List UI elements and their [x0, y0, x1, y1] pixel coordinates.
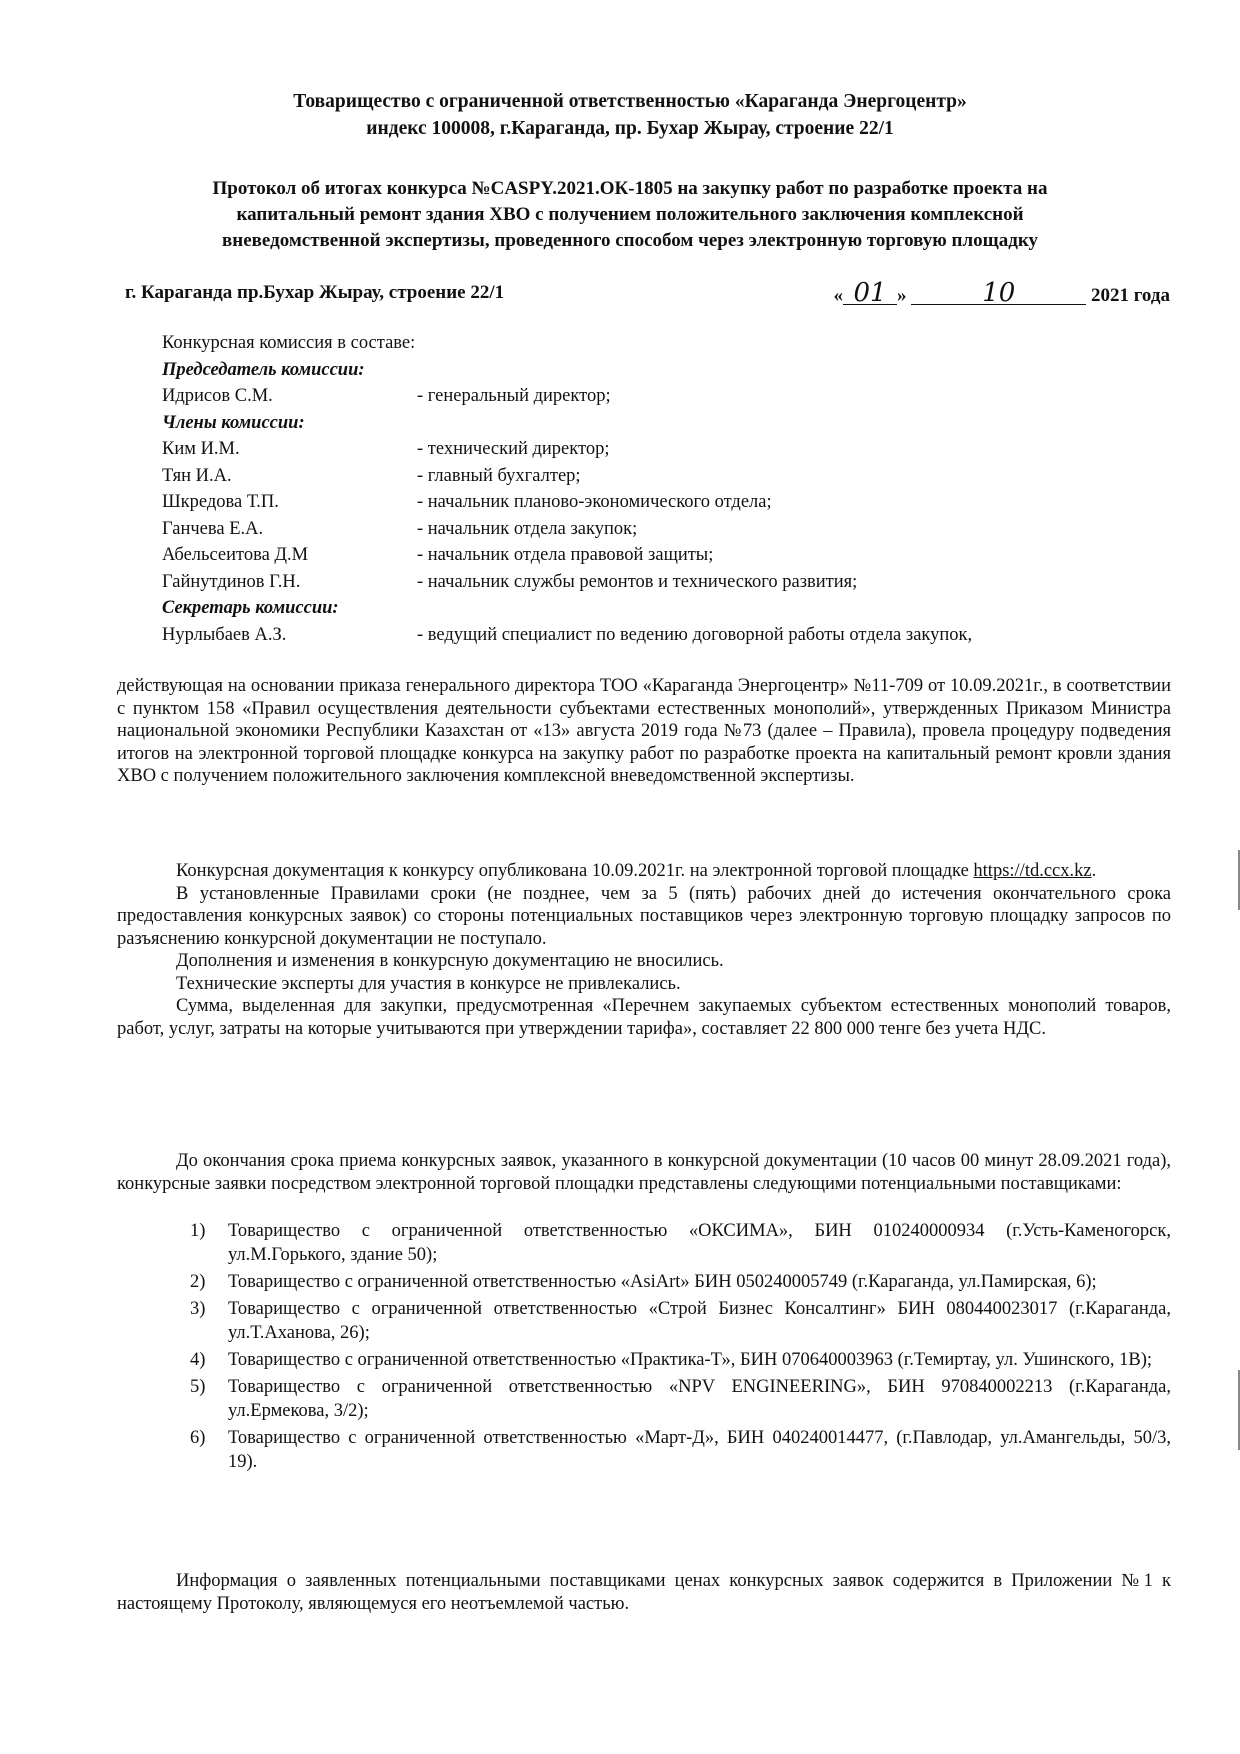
- close-quote: »: [897, 285, 907, 306]
- member-name: Гайнутдинов Г.Н.: [162, 571, 301, 592]
- item-number: 6): [190, 1428, 206, 1448]
- paragraph-applications: [117, 1150, 1171, 1195]
- commission-row: [162, 516, 972, 543]
- member-name: Тян И.А.: [162, 465, 232, 486]
- punctuation: .: [1091, 861, 1097, 881]
- commission-row: [162, 569, 972, 596]
- paragraph-basis: [117, 675, 1171, 788]
- list-item: [190, 1348, 1171, 1372]
- place: г. Караганда пр.Бухар Жырау, строение 22/1: [125, 282, 505, 303]
- member-name: Абельсеитова Д.М: [162, 545, 309, 565]
- member-role: - генеральный директор;: [417, 386, 611, 406]
- paragraph: Технические эксперты для участия в конкурсе не привлекались.: [176, 973, 681, 994]
- member-name: Нурлыбаев А.З.: [162, 624, 287, 645]
- item-text: Товарищество с ограниченной ответственностью «NPV ENGINEERING», БИН 970840002213 (г.Караганда, ул.Ермекова, 3/2);: [228, 1377, 1171, 1421]
- member-name: Идрисов С.М.: [162, 386, 273, 406]
- year: 2021 года: [1091, 285, 1170, 306]
- chair-heading: Председатель комиссии:: [162, 359, 365, 380]
- member-name: Шкредова Т.П.: [162, 492, 279, 512]
- member-role: - начальник отдела правовой защиты;: [417, 545, 714, 565]
- member-name: Ким И.М.: [162, 439, 240, 459]
- paragraph: Информация о заявленных потенциальными поставщиками ценах конкурсных заявок содержится в Приложении №1 к настоящему Протоколу, являющемуся его неотъемлемой частью.: [117, 1571, 1171, 1614]
- organization-header: [100, 88, 1160, 142]
- member-role: - ведущий специалист по ведению договорной работы отдела закупок,: [417, 624, 973, 645]
- handwritten-day: 01: [843, 282, 897, 305]
- list-item: [190, 1426, 1171, 1474]
- paragraph: Дополнения и изменения в конкурсную документацию не вносились.: [176, 951, 724, 971]
- member-name: Ганчева Е.А.: [162, 518, 264, 539]
- platform-link[interactable]: https://td.ccx.kz: [973, 861, 1092, 881]
- commission-row: [162, 436, 972, 463]
- item-number: 2): [190, 1272, 206, 1292]
- protocol-title: [100, 176, 1160, 254]
- paragraph: До окончания срока приема конкурсных заявок, указанного в конкурсной документации (10 часов 00 минут 28.09.2021 года), конкурсные заявки посредством электронной торговой площадки представлены следующими потенциальными поставщиками:: [117, 1151, 1171, 1194]
- commission-list: [162, 330, 972, 648]
- paragraph: [117, 860, 1171, 883]
- paragraph: действующая на основании приказа генерального директора ТОО «Караганда Энергоцентр» №11-709 от 10.09.2021г., в соответствии с пунктом 158 «Правил осуществления деятельности субъектами естественных монополий», утвержденных Приказом Министра национальной экономики Республики Казахстан от «13» августа 2019 года №73 (далее – Правила), провела процедуру подведения итогов на электронной торговой площадке конкурса на закупку работ по разработке проекта на капитальный ремонт кровли здания ХВО с получением положительного заключения комплексной вневедомственной экспертизы.: [117, 676, 1171, 786]
- paragraph-text: Конкурсная документация к конкурсу опубликована 10.09.2021г. на электронной торговой площадке: [176, 861, 969, 881]
- commission-row: [162, 489, 972, 516]
- item-number: 3): [190, 1299, 206, 1319]
- paragraph: В установленные Правилами сроки (не позднее, чем за 5 (пять) рабочих дней до истечения окончательного срока предоставления конкурсных заявок) со стороны потенциальных поставщиков через электронную торговую площадку запросов по разъяснению конкурсной документации не поступало.: [117, 883, 1171, 949]
- item-text: Товарищество с ограниченной ответственностью «Март-Д», БИН 040240014477, (г.Павлодар, ул.Амангельды, 50/3, 19).: [228, 1428, 1171, 1472]
- org-name: Товарищество с ограниченной ответственностью «Караганда Энергоцентр»: [293, 91, 967, 112]
- list-item: [190, 1270, 1171, 1294]
- item-number: 5): [190, 1377, 206, 1397]
- title-line-1: Протокол об итогах конкурса №CASPY.2021.ОК-1805 на закупку работ по разработке проекта на: [212, 178, 1048, 199]
- handwritten-month: 10: [911, 282, 1086, 305]
- member-role: - начальник планово-экономического отдела;: [417, 492, 772, 512]
- item-number: 4): [190, 1350, 206, 1370]
- org-address: индекс 100008, г.Караганда, пр. Бухар Жырау, строение 22/1: [366, 118, 894, 139]
- paragraph: Сумма, выделенная для закупки, предусмотренная «Перечнем закупаемых субъектом естественных монополий товаров, работ, услуг, затраты на которые учитываются при утверждении тарифа», составляет 22 800 000 тенге без учета НДС.: [117, 996, 1171, 1039]
- commission-row: [162, 622, 972, 649]
- title-line-3: вневедомственной экспертизы, проведенного способом через электронную торговую площадку: [222, 230, 1038, 251]
- member-role: - главный бухгалтер;: [417, 465, 581, 486]
- member-role: - начальник отдела закупок;: [417, 518, 638, 539]
- date: [833, 278, 1170, 308]
- secretary-heading: Секретарь комиссии:: [162, 598, 339, 618]
- list-item: [190, 1297, 1171, 1345]
- open-quote: «: [833, 285, 844, 306]
- supplier-list: [190, 1219, 1171, 1477]
- member-role: - начальник службы ремонтов и технического развития;: [417, 571, 858, 592]
- list-item: [190, 1219, 1171, 1267]
- item-number: 1): [190, 1221, 206, 1241]
- members-heading: Члены комиссии:: [162, 412, 305, 433]
- list-item: [190, 1375, 1171, 1423]
- paragraph-appendix: [117, 1570, 1171, 1615]
- commission-row: [162, 383, 972, 410]
- item-text: Товарищество с ограниченной ответственностью «Практика-Т», БИН 070640003963 (г.Темиртау, ул. Ушинского, 1В);: [228, 1350, 1152, 1370]
- title-line-2: капитальный ремонт здания ХВО с получением положительного заключения комплексной: [236, 204, 1024, 225]
- commission-intro: Конкурсная комиссия в составе:: [162, 333, 416, 353]
- member-role: - технический директор;: [417, 439, 610, 459]
- item-text: Товарищество с ограниченной ответственностью «Строй Бизнес Консалтинг» БИН 080440023017 (г.Караганда, ул.Т.Аханова, 26);: [228, 1299, 1171, 1343]
- commission-row: [162, 542, 972, 569]
- item-text: Товарищество с ограниченной ответственностью «AsiArt» БИН 050240005749 (г.Караганда, ул.Памирская, 6);: [228, 1272, 1097, 1292]
- commission-row: [162, 463, 972, 490]
- item-text: Товарищество с ограниченной ответственностью «ОКСИМА», БИН 010240000934 (г.Усть-Каменогорск, ул.М.Горького, здание 50);: [228, 1221, 1171, 1265]
- paragraph-block-procedure: [117, 860, 1171, 1040]
